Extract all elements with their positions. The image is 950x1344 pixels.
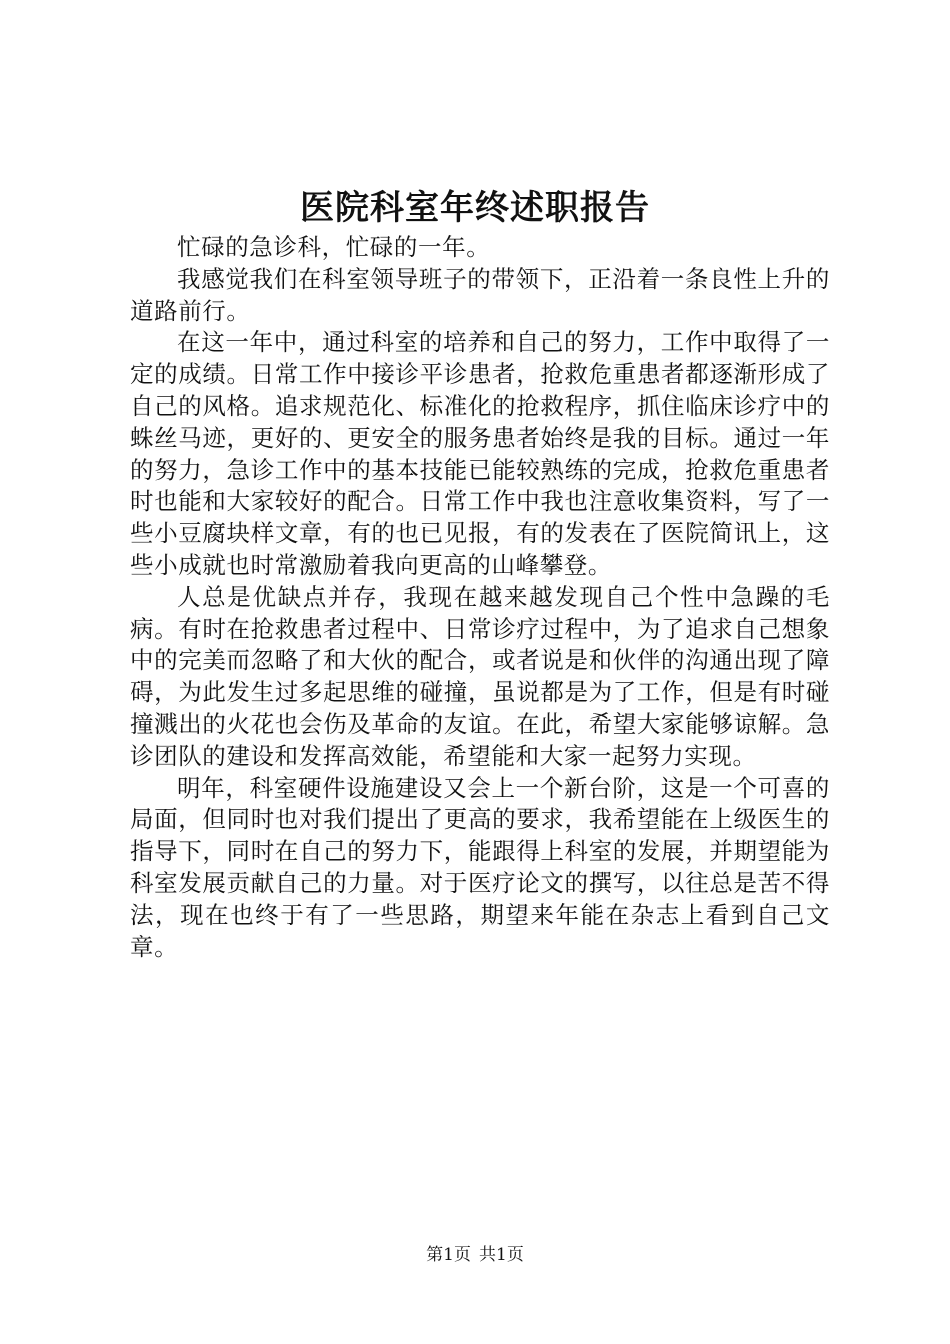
paragraph-5: 明年，科室硬件设施建设又会上一个新台阶，这是一个可喜的局面，但同时也对我们提出了更高的要求，我希望能在上级医生的指导下，同时在自己的努力下，能跟得上科室的发展，并期望能为科室发展贡献自己的力量。对于医疗论文的撰写，以往总是苦不得法，现在也终于有了一些思路，期望来年能在杂志上看到自己文章。 <box>130 773 830 961</box>
paragraph-3: 在这一年中，通过科室的培养和自己的努力，工作中取得了一定的成绩。日常工作中接诊平诊患者，抢救危重患者都逐渐形成了自己的风格。追求规范化、标准化的抢救程序，抓住临床诊疗中的蛛丝马迹，更好的、更安全的服务患者始终是我的目标。通过一年的努力，急诊工作中的基本技能已能较熟练的完成，抢救危重患者时也能和大家较好的配合。日常工作中我也注意收集资料，写了一些小豆腐块样文章，有的也已见报，有的发表在了医院简讯上，这些小成就也时常激励着我向更高的山峰攀登。 <box>130 328 830 579</box>
document-body <box>130 232 830 963</box>
page-footer <box>0 1243 950 1267</box>
page-number: 第1页 <box>426 1245 471 1265</box>
document-title: 医院科室年终述职报告 <box>300 188 650 228</box>
paragraph-4: 人总是优缺点并存，我现在越来越发现自己个性中急躁的毛病。有时在抢救患者过程中、日常诊疗过程中，为了追求自己想象中的完美而忽略了和大伙的配合，或者说是和伙伴的沟通出现了障碍，为此发生过多起思维的碰撞，虽说都是为了工作，但是有时碰撞溅出的火花也会伤及革命的友谊。在此，希望大家能够谅解。急诊团队的建设和发挥高效能，希望能和大家一起努力实现。 <box>130 582 830 770</box>
paragraph-1: 忙碌的急诊科，忙碌的一年。 <box>177 233 491 261</box>
paragraph-2: 我感觉我们在科室领导班子的带领下，正沿着一条良性上升的道路前行。 <box>130 264 830 325</box>
page-total: 共1页 <box>479 1245 524 1265</box>
